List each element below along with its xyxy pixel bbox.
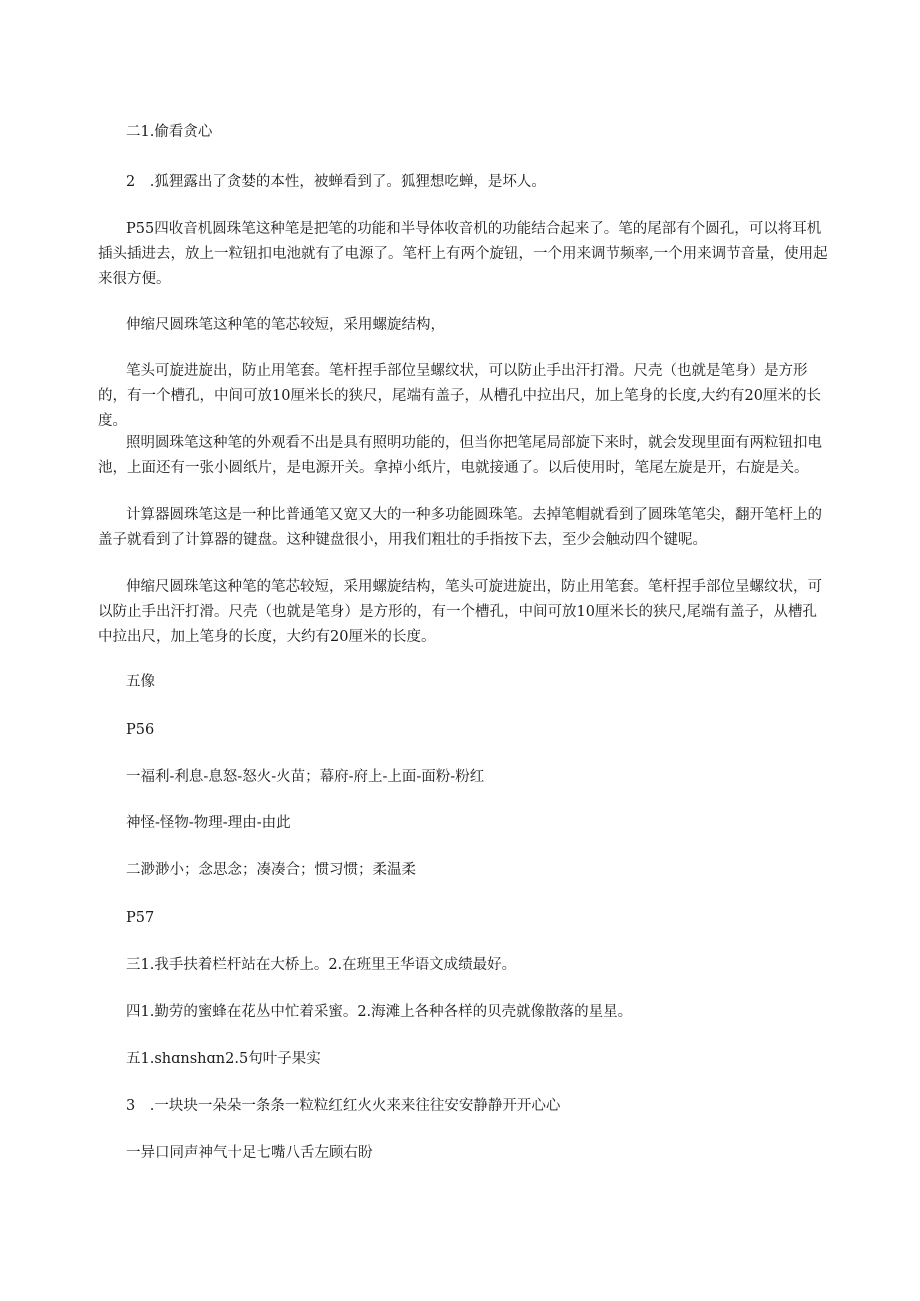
paragraph-words-2: 二渺渺小；念思念；凑凑合；惯习惯；柔温柔 (126, 862, 416, 878)
paragraph-calculator-pen: 计算器圆珠笔这是一种比普通笔又宽又大的一种多功能圆珠笔。去掉笔帽就看到了圆珠笔笔尖，翻开笔杆上的盖子就看到了计算器的键盘。这种键盘很小，用我们粗壮的手指按下去，至少会触动四个键呢。 (98, 507, 822, 548)
paragraph-reduplication-3: 3 .一块块一朵朵一条条一粒粒红红火火来来往往安安静静开开心心 (126, 1098, 561, 1114)
paragraph-page-p56: P56 (126, 722, 155, 738)
paragraph-page-p57: P57 (126, 910, 155, 926)
paragraph-answer-2-2: 2 .狐狸露出了贪婪的本性，被蝉看到了。狐狸想吃蝉，是坏人。 (126, 174, 546, 190)
paragraph-ruler-pen-full: 伸缩尺圆珠笔这种笔的笔芯较短，采用螺旋结构，笔头可旋进旋出，防止用笔套。笔杆捏手部位呈螺纹状，可以防止手出汗打滑。尺壳（也就是笔身）是方形的，有一个槽孔，中间可放10厘米长的狭尺,尾端有盖子，从槽孔中拉出尺，加上笔身的长度，大约有20厘米的长度。 (98, 579, 822, 645)
paragraph-lighting-pen: 照明圆珠笔这种笔的外观看不出是具有照明功能的，但当你把笔尾局部旋下来时，就会发现里面有两粒钮扣电池，上面还有一张小圆纸片，是电源开关。拿掉小纸片，电就接通了。以后使用时，笔尾左旋是开，右旋是关。 (98, 435, 822, 476)
paragraph-idioms: 一异口同声神气十足七嘴八舌左顾右盼 (126, 1145, 373, 1161)
paragraph-word-chain-1: 一福利-利息-息怒-怒火-火苗；幕府-府上-上面-面粉-粉红 (126, 769, 485, 785)
paragraph-ruler-pen-intro: 伸缩尺圆珠笔这种笔的笔芯较短，采用螺旋结构， (126, 317, 445, 333)
paragraph-section-5-1: 五1.shɑnshɑn2.5句叶子果实 (126, 1051, 321, 1067)
paragraph-sentences-3: 三1.我手扶着栏杆站在大桥上。2.在班里王华语文成绩最好。 (126, 957, 517, 973)
paragraph-ruler-pen-detail: 笔头可旋进旋出，防止用笔套。笔杆捏手部位呈螺纹状，可以防止手出汗打滑。尺壳（也就是笔身）是方形的，有一个槽孔，中间可放10厘米长的狭尺，尾端有盖子，从槽孔中拉出尺，加上笔身的长度,大约有20厘米的长度。 (98, 363, 822, 429)
paragraph-sentences-4: 四1.勤劳的蜜蜂在花丛中忙着采蜜。2.海滩上各种各样的贝壳就像散落的星星。 (126, 1004, 633, 1020)
paragraph-answer-2-1: 二1.偷看贪心 (126, 124, 213, 140)
paragraph-p55-radio-pen: P55四收音机圆珠笔这种笔是把笔的功能和半导体收音机的功能结合起来了。笔的尾部有个圆孔，可以将耳机插头插进去，放上一粒钮扣电池就有了电源了。笔杆上有两个旋钮，一个用来调节频率,一个用来调节音量，使用起来很方便。 (98, 221, 828, 287)
paragraph-word-chain-2: 神怪-怪物-物理-理由-由此 (126, 815, 291, 831)
paragraph-section-5: 五像 (126, 674, 155, 690)
